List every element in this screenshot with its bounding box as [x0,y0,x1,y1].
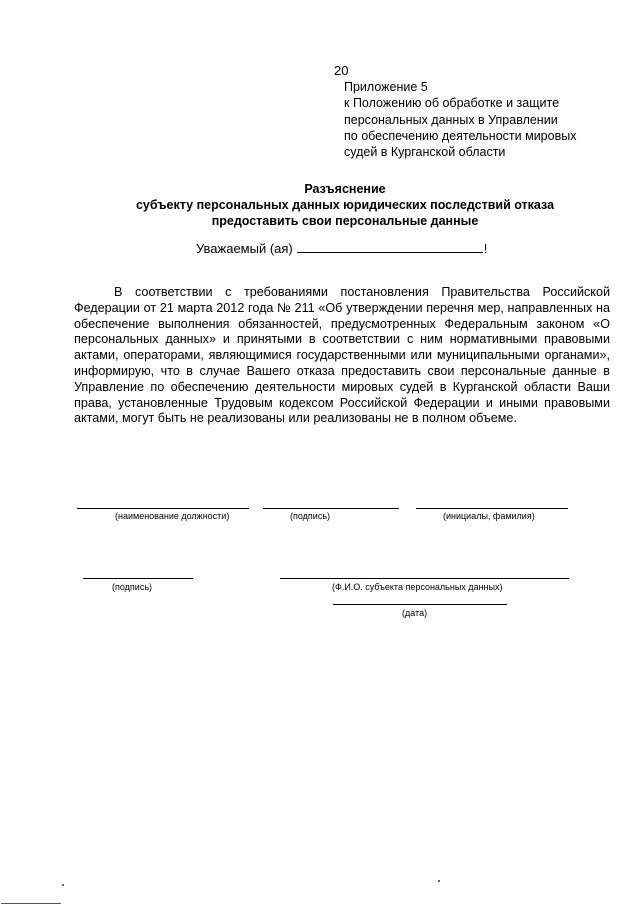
greeting-suffix: ! [483,241,488,256]
name-signature-line[interactable] [416,508,568,509]
appendix-line: Приложение 5 [344,80,428,94]
signature-line[interactable] [263,508,399,509]
name-caption: (инициалы, фамилия) [443,511,535,521]
appendix-line: персональных данных в Управлении [344,112,558,127]
scan-edge-mark [1,903,61,904]
date-caption: (дата) [402,608,428,618]
date-line[interactable] [333,604,507,605]
document-subtitle: субъекту персональных данных юридических последствий отказа [135,198,555,212]
scan-speck [438,880,440,882]
document-title: Разъяснение [304,182,386,196]
appendix-header [344,79,576,160]
document-subtitle: предоставить свои персональные данные [211,214,479,228]
appendix-line: к Положению об обработке и защите [344,96,560,111]
page-number: 20 [334,63,349,78]
appendix-line: по обеспечению деятельности мировых [344,128,577,143]
recipient-name-blank[interactable] [297,241,483,253]
position-signature-line[interactable] [77,508,249,509]
scan-speck [62,884,64,886]
appendix-line: судей в Курганской области [344,145,506,160]
signature-caption: (подпись) [290,511,331,521]
subject-signature-line[interactable] [83,578,193,579]
subject-signature-caption: (подпись) [112,582,153,592]
position-caption: (наименование должности) [115,511,230,521]
body-paragraph: В соответствии с требованиями постановления Правительства Российской Федерации от 21 марта 2012 года № 211 «Об утверждении перечня мер, направленных на обеспечение выполнения обязанностей, предусмотренных Федеральным законом «О персональных данных» и принятыми в соответствии с ним нормативными правовыми актами, операторами, являющимися государственными или муниципальными органами», информирую, что в случае Вашего отказа предоставить свои персональные данные в Управление по обеспечению деятельности мировых судей в Курганской области Ваши права, установленные Трудовым кодексом Российской Федерации и иными правовыми актами, могут быть не реализованы или реализованы не в полном объеме. [74,285,610,426]
subject-name-line[interactable] [280,578,569,579]
greeting [196,241,487,256]
subject-name-caption: (Ф.И.О. субъекта персональных данных) [332,582,503,592]
greeting-prefix: Уважаемый (ая) [196,241,293,256]
